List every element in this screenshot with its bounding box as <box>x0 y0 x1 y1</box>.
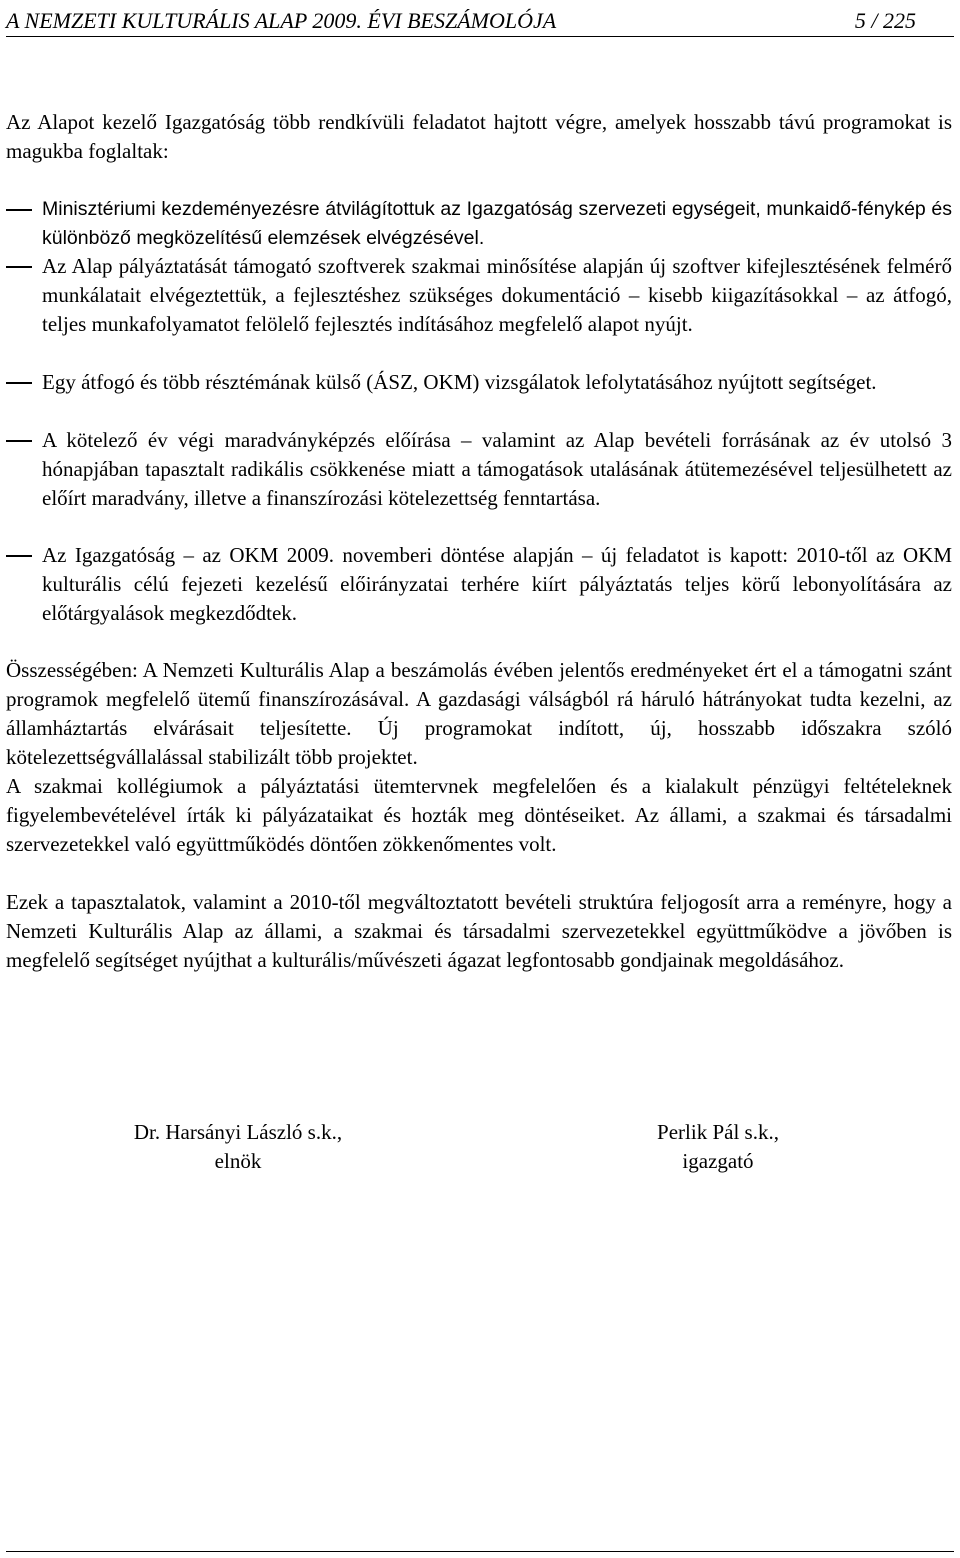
dash-bullet-icon <box>6 382 32 384</box>
list-item-text: Az Alap pályáztatását támogató szoftverek szakmai minősítése alapján új szoftver kifejlesztésének felmérő munkálatait elvégeztettük, a fejlesztéshez szükséges dokumentáció – kisebb kiigazításokkal – az átfogó, teljes munkafolyamatot felölelő fejlesztés indításához megfelelő alapot nyújt. <box>42 254 952 336</box>
page-header <box>6 4 954 37</box>
list-item-text: Egy átfogó és több résztémának külső (ÁSZ, OKM) vizsgálatok lefolytatásához nyújtott segítséget. <box>42 370 877 394</box>
list-item <box>6 195 952 253</box>
signature-block-director <box>618 1118 818 1176</box>
closing-paragraph: Ezek a tapasztalatok, valamint a 2010-től megváltoztatott bevételi struktúra feljogosít arra a reményre, hogy a Nemzeti Kulturális Alap az állami, a szakmai és társadalmi szervezetekkel együttműködve a jövőben is megfelelő segítséget nyújthat a kulturális/művészeti ágazat legfontosabb gondjainak megoldásához. <box>6 890 952 972</box>
dash-bullet-icon <box>6 555 32 557</box>
page-number: 5 / 225 <box>854 8 916 33</box>
signature-role: igazgató <box>682 1149 754 1173</box>
dash-bullet-icon <box>6 266 32 268</box>
list-item <box>6 541 952 628</box>
signature-name: Dr. Harsányi László s.k., <box>133 1120 343 1144</box>
list-item <box>6 252 952 339</box>
signature-name: Perlik Pál s.k., <box>657 1120 779 1144</box>
footer-rule <box>6 1551 954 1552</box>
list-item-text: Az Igazgatóság – az OKM 2009. novemberi döntése alapján – új feladatot is kapott: 2010-től az OKM kulturális célú fejezeti kezelésű előirányzatai terhére kiírt pályáztatás teljes körű lebonyolítására az előtárgyalások megkezdődtek. <box>42 543 952 625</box>
signature-block-chair <box>100 1118 376 1176</box>
list-item <box>6 426 952 513</box>
summary-paragraph-2: A szakmai kollégiumok a pályáztatási ütemtervnek megfelelően és a kialakult pénzügyi feltételeknek figyelembevételével írták ki pályázataikat és hozták meg döntéseiket. Az állami, a szakmai és társadalmi szervezetekkel való együttműködés döntően zökkenőmentes volt. <box>6 774 952 856</box>
list-item-text: A kötelező év végi maradványképzés előírása – valamint az Alap bevételi forrásának az év utolsó 3 hónapjában tapasztalt radikális csökkenése miatt a támogatások utalásának átütemezésével teljesülhetett az előírt maradvány, illetve a finanszírozási kötelezettség fenntartása. <box>42 428 952 510</box>
header-title: A NEMZETI KULTURÁLIS ALAP 2009. ÉVI BESZÁMOLÓJA <box>6 8 557 33</box>
dash-bullet-icon <box>6 209 32 211</box>
intro-paragraph: Az Alapot kezelő Igazgatóság több rendkívüli feladatot hajtott végre, amelyek hosszabb távú programokat is magukba foglaltak: <box>6 110 952 163</box>
signature-role: elnök <box>214 1149 262 1173</box>
list-item-text: Minisztériumi kezdeményezésre átvilágítottuk az Igazgatóság szervezeti egységeit, munkaidő-fénykép és különböző megközelítésű elemzések elvégzésével. <box>42 198 952 249</box>
summary-paragraph: Összességében: A Nemzeti Kulturális Alap a beszámolás évében jelentős eredményeket ért el a támogatni szánt programok megfelelő ütemű finanszírozásával. A gazdasági válságból rá háruló hátrányokat tudta kezelni, az államháztartás elvárásait teljesítette. Új programokat indított, új, hosszabb időszakra szóló kötelezettségvállalással stabilizált több projektet. <box>6 658 952 769</box>
dash-bullet-icon <box>6 440 32 442</box>
list-item <box>6 368 952 397</box>
